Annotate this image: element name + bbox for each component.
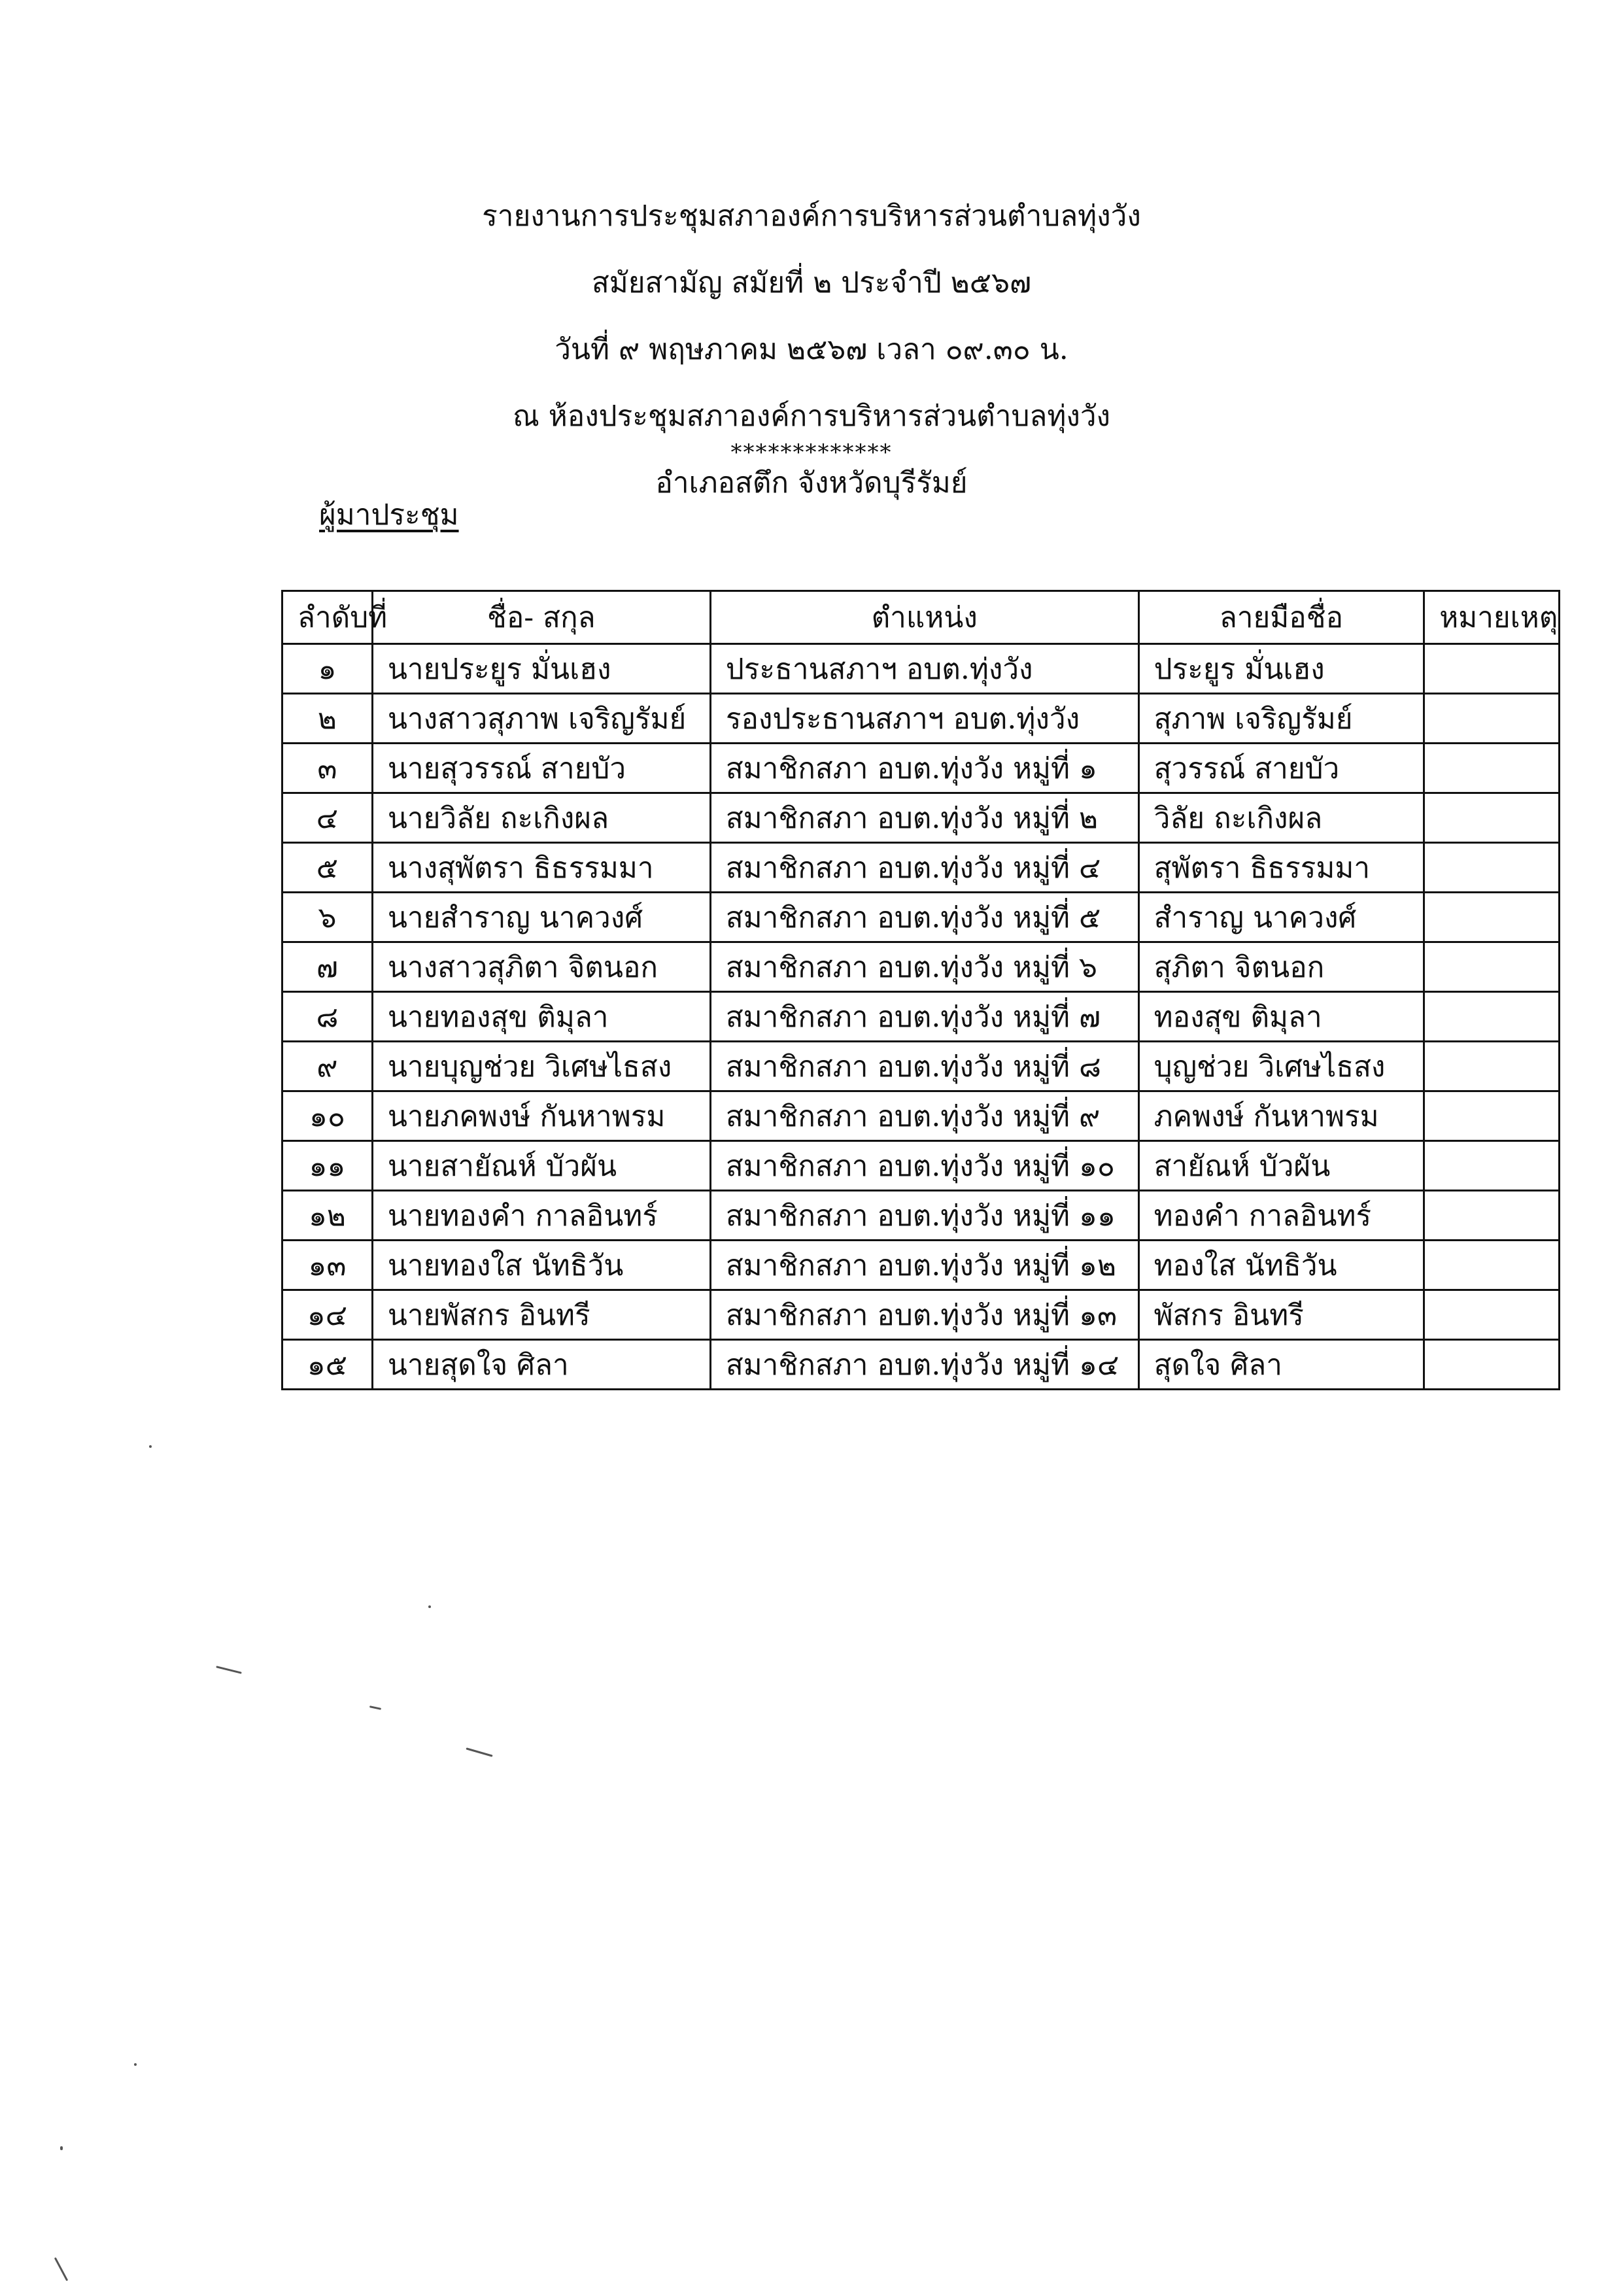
row-number: ๘ [282,992,373,1042]
table-row [282,893,1560,942]
member-note [1424,1241,1560,1290]
row-number: ๑๕ [282,1340,373,1390]
member-name: นายสุดใจ ศิลา [372,1340,710,1390]
member-note [1424,1191,1560,1241]
member-position: สมาชิกสภา อบต.ทุ่งวัง หมู่ที่ ๑๔ [710,1340,1138,1390]
table-row [282,1241,1560,1290]
member-signature: ทองคำ กาลอินทร์ [1138,1191,1424,1241]
member-note [1424,893,1560,942]
table-row [282,1340,1560,1390]
member-note [1424,694,1560,744]
member-name: นายทองสุข ติมุลา [372,992,710,1042]
member-signature: สุภาพ เจริญรัมย์ [1138,694,1424,744]
member-position: สมาชิกสภา อบต.ทุ่งวัง หมู่ที่ ๙ [710,1091,1138,1141]
table-row [282,992,1560,1042]
table-row [282,1191,1560,1241]
row-number: ๖ [282,893,373,942]
attendance-table [281,590,1560,1390]
member-position: สมาชิกสภา อบต.ทุ่งวัง หมู่ที่ ๕ [710,893,1138,942]
member-name: นายประยูร มั่นเฮง [372,644,710,694]
member-signature: ประยูร มั่นเฮง [1138,644,1424,694]
header-position: ตำแหน่ง [710,591,1138,644]
table-row [282,1042,1560,1091]
member-signature: สุวรรณ์ สายบัว [1138,744,1424,793]
member-name: นางสุพัตรา ธิธรรมมา [372,843,710,893]
header-date-time: วันที่ ๙ พฤษภาคม ๒๕๖๗ เวลา ๐๙.๓๐ น. [555,333,1068,366]
row-number: ๑๒ [282,1191,373,1241]
member-note [1424,1091,1560,1141]
header-name: ชื่อ- สกุล [372,591,710,644]
member-note [1424,1340,1560,1390]
scan-speck [149,1445,152,1448]
row-number: ๑๔ [282,1290,373,1340]
member-name: นายทองใส นัทธิวัน [372,1241,710,1290]
member-name: นายสำราญ นาควงศ์ [372,893,710,942]
member-position: สมาชิกสภา อบต.ทุ่งวัง หมู่ที่ ๑๒ [710,1241,1138,1290]
header-district: อำเภอสตึก จังหวัดบุรีรัมย์ [655,466,968,500]
member-name: นางสาวสุภาพ เจริญรัมย์ [372,694,710,744]
row-number: ๒ [282,694,373,744]
table-row [282,793,1560,843]
member-signature: สุภิตา จิตนอก [1138,942,1424,992]
table-row [282,1141,1560,1191]
member-position: สมาชิกสภา อบต.ทุ่งวัง หมู่ที่ ๒ [710,793,1138,843]
member-position: สมาชิกสภา อบต.ทุ่งวัง หมู่ที่ ๘ [710,1042,1138,1091]
member-position: สมาชิกสภา อบต.ทุ่งวัง หมู่ที่ ๑๓ [710,1290,1138,1340]
row-number: ๑๓ [282,1241,373,1290]
table-header-row [282,591,1560,644]
member-name: นายสายัณห์ บัวผัน [372,1141,710,1191]
scan-speck [216,1666,242,1674]
scan-speck [134,2063,137,2066]
header-note: หมายเหตุ [1424,591,1560,644]
member-name: นายภคพงษ์ กันหาพรม [372,1091,710,1141]
member-position: สมาชิกสภา อบต.ทุ่งวัง หมู่ที่ ๑๑ [710,1191,1138,1241]
member-name: นายพัสกร อินทรี [372,1290,710,1340]
member-signature: วิลัย ถะเกิงผล [1138,793,1424,843]
member-note [1424,644,1560,694]
row-number: ๔ [282,793,373,843]
member-signature: พัสกร อินทรี [1138,1290,1424,1340]
member-signature: สำราญ นาควงศ์ [1138,893,1424,942]
row-number: ๑ [282,644,373,694]
member-position: สมาชิกสภา อบต.ทุ่งวัง หมู่ที่ ๔ [710,843,1138,893]
member-note [1424,942,1560,992]
member-position: ประธานสภาฯ อบต.ทุ่งวัง [710,644,1138,694]
member-signature: สุพัตรา ธิธรรมมา [1138,843,1424,893]
member-signature: สายัณห์ บัวผัน [1138,1141,1424,1191]
table-row [282,694,1560,744]
member-position: สมาชิกสภา อบต.ทุ่งวัง หมู่ที่ ๑๐ [710,1141,1138,1191]
member-signature: ทองใส นัทธิวัน [1138,1241,1424,1290]
row-number: ๕ [282,843,373,893]
row-number: ๑๑ [282,1141,373,1191]
table-row [282,942,1560,992]
row-number: ๗ [282,942,373,992]
member-signature: ภคพงษ์ กันหาพรม [1138,1091,1424,1141]
member-note [1424,1290,1560,1340]
table-row [282,1091,1560,1141]
scan-speck [369,1705,381,1710]
header-no: ลำดับที่ [282,591,373,644]
member-position: รองประธานสภาฯ อบต.ทุ่งวัง [710,694,1138,744]
header-title: รายงานการประชุมสภาองค์การบริหารส่วนตำบลทุ่งวัง [482,199,1141,233]
row-number: ๑๐ [282,1091,373,1141]
scan-speck [466,1747,492,1756]
member-name: นางสาวสุภิตา จิตนอก [372,942,710,992]
table-row [282,1290,1560,1340]
row-number: ๙ [282,1042,373,1091]
member-signature: สุดใจ ศิลา [1138,1340,1424,1390]
member-name: นายบุญช่วย วิเศษไธสง [372,1042,710,1091]
member-note [1424,1141,1560,1191]
header-venue: ณ ห้องประชุมสภาองค์การบริหารส่วนตำบลทุ่งวัง [512,400,1111,433]
member-position: สมาชิกสภา อบต.ทุ่งวัง หมู่ที่ ๖ [710,942,1138,992]
table-row [282,644,1560,694]
header-signature: ลายมือชื่อ [1138,591,1424,644]
member-note [1424,744,1560,793]
member-position: สมาชิกสภา อบต.ทุ่งวัง หมู่ที่ ๑ [710,744,1138,793]
header-session: สมัยสามัญ สมัยที่ ๒ ประจำปี ๒๕๖๗ [591,266,1032,300]
member-note [1424,843,1560,893]
member-note [1424,793,1560,843]
header-separator: ************* [730,439,893,466]
member-signature: ทองสุข ติมุลา [1138,992,1424,1042]
member-name: นายวิลัย ถะเกิงผล [372,793,710,843]
row-number: ๓ [282,744,373,793]
table-row [282,744,1560,793]
scan-speck [54,2257,68,2282]
scan-speck [428,1605,431,1608]
table-row [282,843,1560,893]
meeting-header [0,183,1623,517]
member-signature: บุญช่วย วิเศษไธสง [1138,1042,1424,1091]
member-name: นายสุวรรณ์ สายบัว [372,744,710,793]
member-note [1424,1042,1560,1091]
section-title-attendees: ผู้มาประชุม [319,498,459,532]
member-name: นายทองคำ กาลอินทร์ [372,1191,710,1241]
scan-speck [60,2146,63,2150]
member-note [1424,992,1560,1042]
member-position: สมาชิกสภา อบต.ทุ่งวัง หมู่ที่ ๗ [710,992,1138,1042]
